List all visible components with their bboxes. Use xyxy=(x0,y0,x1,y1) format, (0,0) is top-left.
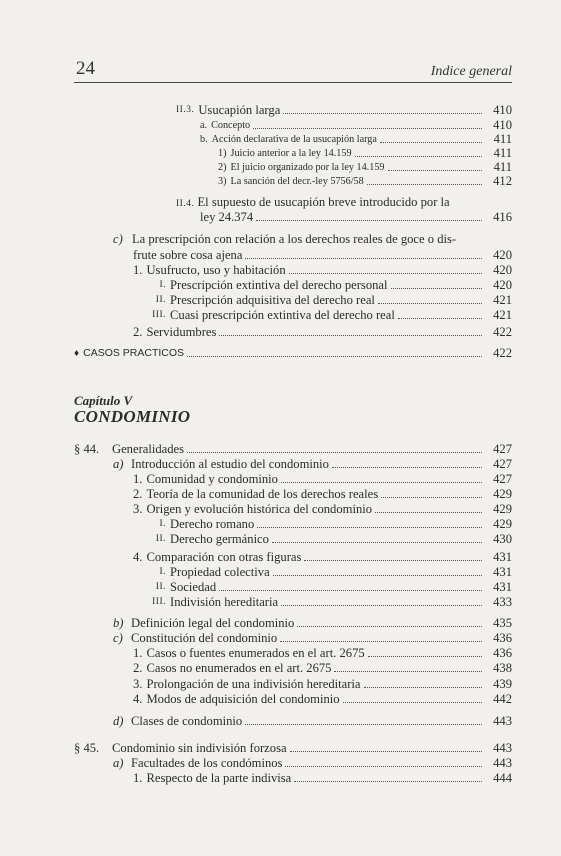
leader-dots xyxy=(398,318,482,319)
toc-prefix: 1. xyxy=(133,771,143,785)
toc-entry-s44 xyxy=(74,442,512,457)
leader-dots xyxy=(332,467,482,468)
leader-dots xyxy=(304,560,482,561)
toc-prefix: I. xyxy=(159,280,166,290)
toc-label: La sanción del decr.-ley 5756/58 xyxy=(230,176,364,187)
toc-page: 444 xyxy=(493,771,512,785)
toc-entry-c-1 xyxy=(133,263,512,278)
toc-page: 422 xyxy=(493,325,512,339)
toc-prefix: II.4. xyxy=(176,199,195,209)
leader-dots xyxy=(273,575,482,576)
toc-entry-c-1-i xyxy=(148,278,512,293)
toc-page: 421 xyxy=(493,293,512,307)
toc-entry-s45-a xyxy=(113,756,512,771)
leader-dots xyxy=(355,156,482,157)
toc-entry-s44-c4 xyxy=(133,692,512,707)
toc-page: 410 xyxy=(493,118,512,132)
toc-page: 420 xyxy=(493,278,512,292)
toc-entry-s44-c xyxy=(113,631,512,646)
toc-label: Condominio sin indivisión forzosa xyxy=(112,741,287,755)
toc-page: 429 xyxy=(493,517,512,531)
leader-dots xyxy=(380,142,482,143)
toc-page: 421 xyxy=(493,308,512,322)
toc-label: Concepto xyxy=(211,120,251,131)
toc-prefix: 2. xyxy=(133,325,143,339)
toc-page: 443 xyxy=(493,741,512,755)
toc-label: Modos de adquisición del condominio xyxy=(146,692,340,706)
toc-prefix: 1. xyxy=(133,472,143,486)
toc-label: Derecho romano xyxy=(170,517,255,531)
toc-label: La prescripción con relación a los derechos reales de goce o dis- xyxy=(131,232,457,246)
toc-page: 436 xyxy=(493,631,512,645)
toc-label: Facultades de los condóminos xyxy=(131,756,283,770)
toc-prefix: 3) xyxy=(218,176,227,187)
toc-prefix: I. xyxy=(159,519,166,529)
leader-dots xyxy=(283,113,482,114)
toc-label: Juicio anterior a la ley 14.159 xyxy=(230,148,352,159)
toc-label: Prolongación de una indivisión hereditaria xyxy=(146,677,361,691)
toc-prefix: a) xyxy=(113,457,124,471)
toc-page: 420 xyxy=(493,263,512,277)
leader-dots xyxy=(245,724,482,725)
leader-dots xyxy=(368,656,482,657)
leader-dots xyxy=(388,170,482,171)
toc-prefix: 1. xyxy=(133,646,143,660)
leader-dots xyxy=(364,687,483,688)
toc-entry-ii3-b xyxy=(200,132,512,147)
leader-dots xyxy=(285,766,482,767)
leader-dots xyxy=(297,626,482,627)
toc-page: 427 xyxy=(493,442,512,456)
leader-dots xyxy=(219,335,482,336)
leader-dots xyxy=(256,220,482,221)
toc-prefix: 1. xyxy=(133,263,143,277)
toc-label: Acción declarativa de la usucapión larga xyxy=(211,134,377,145)
leader-dots xyxy=(367,184,482,185)
toc-page: 411 xyxy=(493,146,512,160)
toc-page: 431 xyxy=(493,565,512,579)
toc-prefix: 2. xyxy=(133,661,143,675)
toc-label: Respecto de la parte indivisa xyxy=(146,771,292,785)
toc-label: Clases de condominio xyxy=(131,714,243,728)
toc-page: 429 xyxy=(493,487,512,501)
chapter-title: CONDOMINIO xyxy=(74,407,191,426)
toc-prefix: 3. xyxy=(133,677,143,691)
toc-prefix: II.3. xyxy=(176,105,195,115)
toc-prefix: a) xyxy=(113,756,124,770)
toc-page: 427 xyxy=(493,472,512,486)
toc-prefix: III. xyxy=(152,310,166,320)
leader-dots xyxy=(381,497,482,498)
toc-label: Sociedad xyxy=(170,580,217,594)
toc-label: Derecho germánico xyxy=(170,532,269,546)
toc-entry-s44-c1 xyxy=(133,646,512,661)
toc-entry-c-2 xyxy=(133,325,512,340)
leader-dots xyxy=(289,273,482,274)
toc-page: 420 xyxy=(493,248,512,262)
toc-prefix: § 44. xyxy=(74,442,100,456)
toc-entry-ii3-a xyxy=(200,118,512,133)
toc-entry-c-1-iii xyxy=(148,308,512,323)
toc-page: 431 xyxy=(493,580,512,594)
toc-entry-s44-a3 xyxy=(133,502,512,517)
toc-page: 442 xyxy=(493,692,512,706)
toc-label: Definición legal del condominio xyxy=(131,616,295,630)
toc-prefix: a. xyxy=(200,120,208,131)
toc-prefix: 4. xyxy=(133,550,143,564)
toc-label: frute sobre cosa ajena xyxy=(133,248,243,262)
toc-prefix: § 45. xyxy=(74,741,100,755)
toc-label: Casos no enumerados en el art. 2675 xyxy=(146,661,332,675)
toc-prefix: II. xyxy=(155,582,166,592)
toc-entry-s44-a xyxy=(113,457,512,472)
toc-prefix: III. xyxy=(152,597,166,607)
toc-entry-s44-b xyxy=(113,616,512,631)
toc-entry-s44-a3-i xyxy=(148,517,512,532)
toc-label: CASOS PRACTICOS xyxy=(83,347,185,359)
leader-dots xyxy=(281,482,482,483)
toc-page: 416 xyxy=(493,210,512,224)
toc-page: 433 xyxy=(493,595,512,609)
toc-prefix: c) xyxy=(113,232,123,246)
toc-page: 438 xyxy=(493,661,512,675)
toc-label: Prescripción extintiva del derecho personal xyxy=(170,278,388,292)
toc-entry-s45-a1 xyxy=(133,771,512,786)
toc-page: 422 xyxy=(493,346,512,360)
toc-label: Teoría de la comunidad de los derechos reales xyxy=(146,487,379,501)
toc-entry-c-line1 xyxy=(113,232,456,247)
toc-page: 430 xyxy=(493,532,512,546)
running-header-title: Indice general xyxy=(430,64,512,79)
toc-page: 436 xyxy=(493,646,512,660)
leader-dots xyxy=(245,258,482,259)
toc-entry-s44-a4-ii xyxy=(148,580,512,595)
toc-entry-casos-practicos xyxy=(74,346,512,361)
toc-label: El juicio organizado por la ley 14.159 xyxy=(230,162,385,173)
toc-page: 439 xyxy=(493,677,512,691)
toc-prefix: II. xyxy=(155,534,166,544)
toc-prefix: 1) xyxy=(218,148,227,159)
leader-dots xyxy=(290,751,482,752)
toc-prefix: 2) xyxy=(218,162,227,173)
leader-dots xyxy=(272,542,482,543)
toc-entry-s44-a3-ii xyxy=(148,532,512,547)
toc-prefix: 4. xyxy=(133,692,143,706)
toc-label: Cuasi prescripción extintiva del derecho real xyxy=(170,308,395,322)
leader-dots xyxy=(375,512,482,513)
toc-label: Servidumbres xyxy=(146,325,217,339)
toc-entry-ii3 xyxy=(176,103,512,118)
leader-dots xyxy=(187,356,482,357)
header-rule xyxy=(74,82,512,83)
toc-label: Origen y evolución histórica del condominio xyxy=(146,502,373,516)
toc-entry-s44-c2 xyxy=(133,661,512,676)
toc-prefix: II. xyxy=(155,295,166,305)
leader-dots xyxy=(378,303,482,304)
toc-entry-s44-c3 xyxy=(133,677,512,692)
toc-label: Comunidad y condominio xyxy=(146,472,278,486)
toc-label: Introducción al estudio del condominio xyxy=(131,457,329,471)
toc-label: Casos o fuentes enumerados en el art. 2675 xyxy=(146,646,365,660)
toc-page: 411 xyxy=(493,132,512,146)
toc-prefix: d) xyxy=(113,714,124,728)
toc-prefix: b) xyxy=(113,616,124,630)
leader-dots xyxy=(187,452,482,453)
leader-dots xyxy=(257,527,482,528)
toc-entry-s44-a4 xyxy=(133,550,512,565)
toc-entry-c xyxy=(133,248,512,263)
leader-dots xyxy=(334,671,482,672)
toc-entry-ii4 xyxy=(200,210,512,225)
toc-entry-s44-a4-iii xyxy=(148,595,512,610)
toc-prefix: c) xyxy=(113,631,123,645)
toc-page: 411 xyxy=(493,160,512,174)
toc-entry-ii3-b3 xyxy=(218,174,512,189)
toc-entry-s44-a1 xyxy=(133,472,512,487)
diamond-bullet-icon: ♦ xyxy=(74,348,80,359)
toc-label: Comparación con otras figuras xyxy=(146,550,302,564)
toc-page: 412 xyxy=(493,174,512,188)
toc-prefix: 3. xyxy=(133,502,143,516)
toc-label: Propiedad colectiva xyxy=(170,565,270,579)
leader-dots xyxy=(280,641,482,642)
toc-entry-s45 xyxy=(74,741,512,756)
toc-entry-c-1-ii xyxy=(148,293,512,308)
toc-page: 427 xyxy=(493,457,512,471)
toc-entry-s44-a4-i xyxy=(148,565,512,580)
page-number: 24 xyxy=(76,58,95,79)
toc-label: ley 24.374 xyxy=(200,210,254,224)
leader-dots xyxy=(253,128,482,129)
toc-page: 443 xyxy=(493,756,512,770)
toc-prefix: I. xyxy=(159,567,166,577)
toc-label: Usufructo, uso y habitación xyxy=(146,263,286,277)
leader-dots xyxy=(281,605,482,606)
toc-page: 443 xyxy=(493,714,512,728)
toc-label: Constitución del condominio xyxy=(131,631,278,645)
toc-entry-ii3-b2 xyxy=(218,160,512,175)
toc-label: El supuesto de usucapión breve introducido por la xyxy=(197,195,450,209)
chapter-label: Capítulo V xyxy=(74,393,133,408)
toc-page: 435 xyxy=(493,616,512,630)
toc-page: 429 xyxy=(493,502,512,516)
toc-label: Usucapión larga xyxy=(198,103,281,117)
toc-page: 431 xyxy=(493,550,512,564)
toc-label: Prescripción adquisitiva del derecho real xyxy=(170,293,375,307)
leader-dots xyxy=(391,288,482,289)
toc-label: Indivisión hereditaria xyxy=(170,595,279,609)
toc-prefix: 2. xyxy=(133,487,143,501)
toc-page: 410 xyxy=(493,103,512,117)
leader-dots xyxy=(343,702,482,703)
toc-entry-s44-a2 xyxy=(133,487,512,502)
leader-dots xyxy=(219,590,482,591)
toc-prefix: b. xyxy=(200,134,208,145)
toc-entry-s44-d xyxy=(113,714,512,729)
leader-dots xyxy=(294,781,482,782)
toc-entry-ii3-b1 xyxy=(218,146,512,161)
toc-label: Generalidades xyxy=(112,442,185,456)
